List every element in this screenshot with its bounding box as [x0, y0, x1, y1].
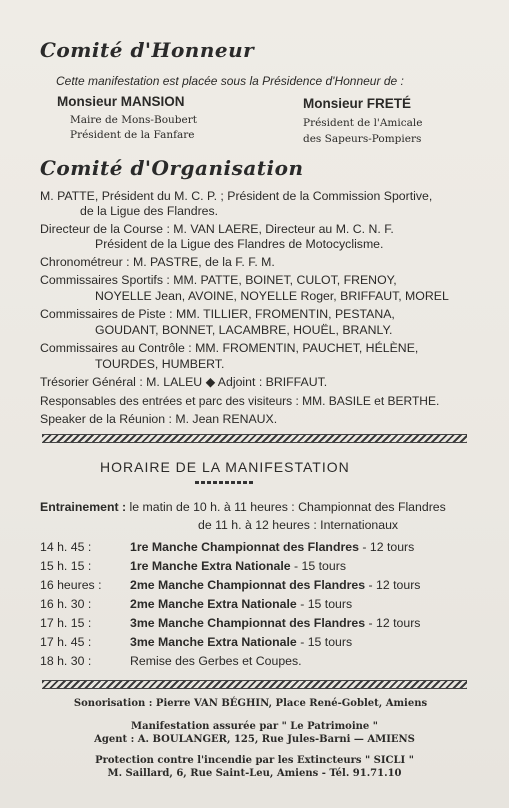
schedule-manche: Remise des Gerbes et Coupes. [130, 654, 302, 668]
horaire-title-underline [195, 481, 255, 484]
honneur-right-name: Monsieur FRETÉ [303, 96, 412, 111]
footer-saillard: M. Saillard, 6, Rue Saint-Leu, Amiens - Tél. 91.71.10 [107, 768, 402, 779]
schedule-row-5 [40, 615, 420, 631]
honneur-left-line1: Maire de Mons-Boubert [70, 114, 197, 126]
schedule-tours: - 12 tours [368, 616, 421, 630]
wavy-divider-top [42, 434, 467, 443]
org-line-2: de la Ligue des Flandres. [80, 204, 219, 218]
entrainement-line-1 [40, 499, 446, 515]
schedule-time: 16 heures : [40, 578, 102, 592]
honneur-right-line1: Président de l'Amicale [303, 117, 423, 129]
org-line-11: TOURDES, HUMBERT. [95, 357, 225, 371]
footer-protection: Protection contre l'incendie par les Extincteurs " SICLI " [95, 755, 414, 766]
org-line-13: Responsables des entrées et parc des visiteurs : MM. BASILE et BERTHE. [40, 394, 440, 408]
org-line-14: Speaker de la Réunion : M. Jean RENAUX. [40, 412, 278, 426]
honneur-title: Comité d'Honneur [40, 38, 255, 62]
schedule-tours: - 12 tours [362, 540, 415, 554]
schedule-tours: - 12 tours [368, 578, 421, 592]
entrainement-text-2: de 11 h. à 12 heures : Internationaux [198, 518, 399, 532]
schedule-row-7 [40, 653, 302, 669]
wavy-divider-bottom [42, 680, 467, 689]
horaire-title: HORAIRE DE LA MANIFESTATION [100, 459, 350, 475]
schedule-tours: - 15 tours [294, 559, 346, 573]
schedule-row-1 [40, 539, 414, 555]
schedule-row-4 [40, 596, 352, 612]
org-line-9: GOUDANT, BONNET, LACAMBRE, HOUËL, BRANLY. [95, 323, 393, 337]
entrainement-text-1: le matin de 10 h. à 11 heures : Championnat des Flandres [129, 500, 446, 514]
footer-sonorisation: Sonorisation : Pierre VAN BÉGHIN, Place René-Goblet, Amiens [73, 698, 428, 709]
schedule-time: 15 h. 15 : [40, 559, 92, 573]
schedule-row-3 [40, 577, 420, 593]
schedule-manche: 3me Manche Extra Nationale [130, 635, 297, 649]
org-line-8: Commissaires de Piste : MM. TILLIER, FROMENTIN, PESTANA, [40, 307, 395, 321]
honneur-intro: Cette manifestation est placée sous la Présidence d'Honneur de : [56, 74, 404, 88]
org-line-1: M. PATTE, Président du M. C. P. ; Président de la Commission Sportive, [40, 189, 433, 203]
entrainement-label: Entrainement : [40, 500, 127, 514]
schedule-tours: - 15 tours [300, 635, 353, 649]
org-line-4: Président de la Ligue des Flandres de Motocyclisme. [95, 237, 384, 251]
schedule-row-2 [40, 558, 346, 574]
org-line-3: Directeur de la Course : M. VAN LAERE, Directeur au M. C. N. F. [40, 222, 394, 236]
footer-agent: Agent : A. BOULANGER, 125, Rue Jules-Barni — AMIENS [94, 734, 415, 745]
honneur-left-name: Monsieur MANSION [57, 94, 185, 109]
org-line-6: Commissaires Sportifs : MM. PATTE, BOINET, CULOT, FRENOY, [40, 273, 397, 287]
schedule-time: 14 h. 45 : [40, 540, 92, 554]
schedule-time: 18 h. 30 : [40, 654, 92, 668]
schedule-manche: 3me Manche Championnat des Flandres [130, 616, 366, 630]
schedule-manche: 1re Manche Extra Nationale [130, 559, 291, 573]
footer-patrimoine: Manifestation assurée par " Le Patrimoine " [131, 721, 378, 732]
organisation-title: Comité d'Organisation [40, 156, 304, 180]
schedule-row-6 [40, 634, 352, 650]
org-line-10: Commissaires au Contrôle : MM. FROMENTIN, PAUCHET, HÉLÈNE, [40, 341, 419, 355]
schedule-manche: 2me Manche Championnat des Flandres [130, 578, 366, 592]
schedule-time: 17 h. 15 : [40, 616, 92, 630]
schedule-time: 17 h. 45 : [40, 635, 92, 649]
schedule-manche: 2me Manche Extra Nationale [130, 597, 297, 611]
honneur-left-line2: Président de la Fanfare [70, 129, 195, 141]
schedule-tours: - 15 tours [300, 597, 353, 611]
org-line-7: NOYELLE Jean, AVOINE, NOYELLE Roger, BRIFFAUT, MOREL [95, 289, 449, 303]
org-line-12: Trésorier Général : M. LALEU ◆ Adjoint : BRIFFAUT. [40, 375, 328, 389]
honneur-right-line2: des Sapeurs-Pompiers [303, 133, 422, 145]
org-line-5: Chronométreur : M. PASTRE, de la F. F. M. [40, 255, 275, 269]
schedule-manche: 1re Manche Championnat des Flandres [130, 540, 359, 554]
schedule-time: 16 h. 30 : [40, 597, 92, 611]
